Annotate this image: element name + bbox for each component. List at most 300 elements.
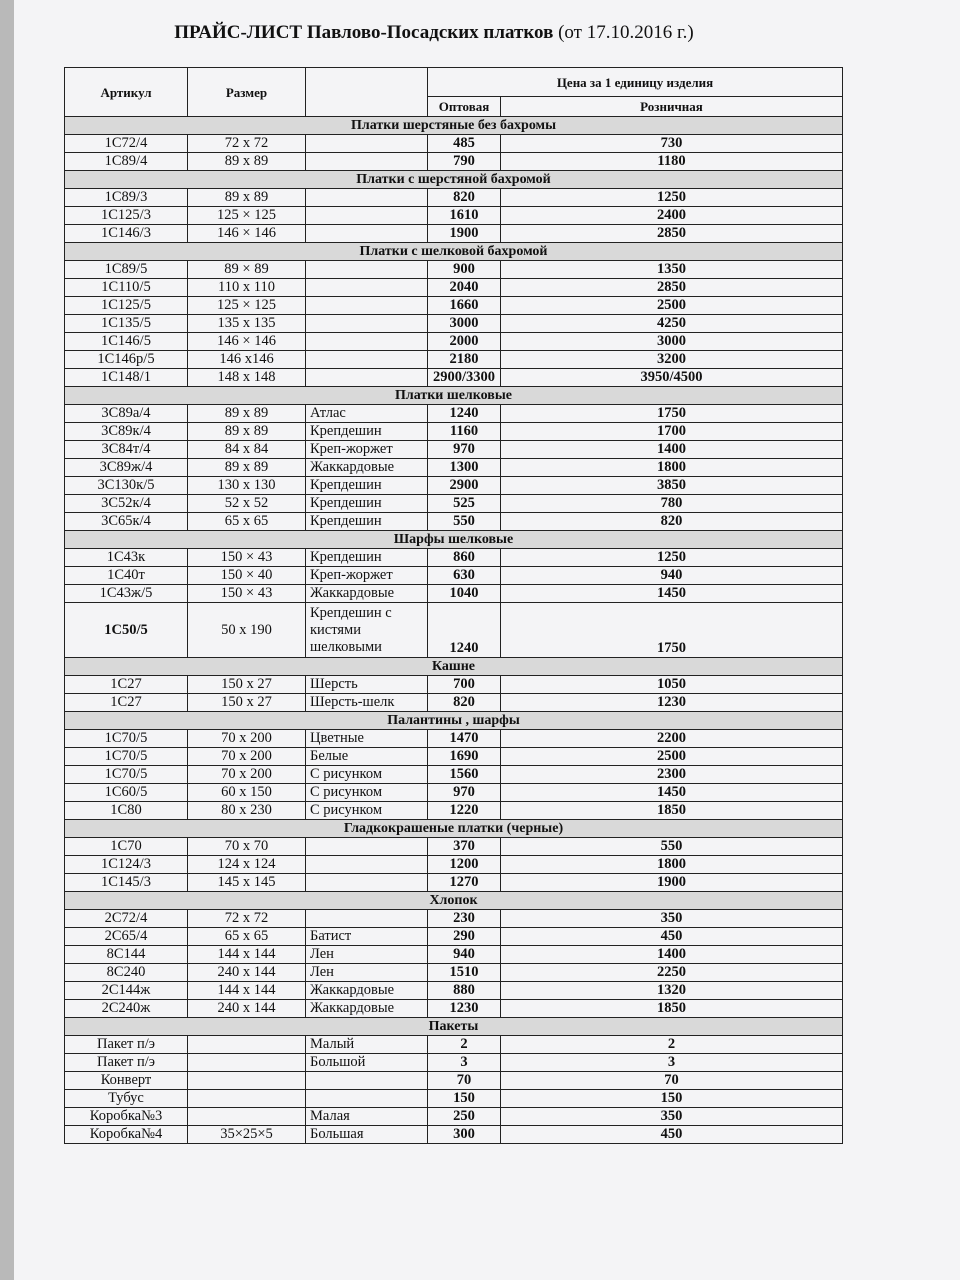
cell-retail-price: 1850	[501, 802, 843, 820]
section-title: Платки с шерстяной бахромой	[65, 171, 843, 189]
cell-description: С рисунком	[306, 784, 428, 802]
table-row	[65, 549, 843, 567]
cell-retail-price: 1800	[501, 856, 843, 874]
cell-retail-price: 1320	[501, 982, 843, 1000]
cell-retail-price: 2300	[501, 766, 843, 784]
cell-wholesale-price: 525	[428, 495, 501, 513]
table-row	[65, 423, 843, 441]
header-wholesale: Оптовая	[428, 97, 501, 117]
cell-size: 72 х 72	[188, 910, 306, 928]
cell-retail-price: 1750	[501, 603, 843, 658]
cell-wholesale-price: 290	[428, 928, 501, 946]
cell-article: 1С146р/5	[65, 351, 188, 369]
cell-wholesale-price: 370	[428, 838, 501, 856]
cell-size: 240 х 144	[188, 1000, 306, 1018]
table-row	[65, 333, 843, 351]
cell-wholesale-price: 485	[428, 135, 501, 153]
cell-retail-price: 1250	[501, 189, 843, 207]
cell-retail-price: 1850	[501, 1000, 843, 1018]
cell-description: Шерсть-шелк	[306, 694, 428, 712]
cell-wholesale-price: 3000	[428, 315, 501, 333]
cell-description: Крепдешин	[306, 495, 428, 513]
table-row	[65, 153, 843, 171]
cell-size: 150 х 27	[188, 676, 306, 694]
cell-size: 144 х 144	[188, 982, 306, 1000]
cell-description	[306, 856, 428, 874]
cell-size: 240 х 144	[188, 964, 306, 982]
cell-size: 89 × 89	[188, 261, 306, 279]
section-title: Палантины , шарфы	[65, 712, 843, 730]
cell-size: 89 х 89	[188, 189, 306, 207]
cell-wholesale-price: 1270	[428, 874, 501, 892]
cell-wholesale-price: 2040	[428, 279, 501, 297]
cell-wholesale-price: 550	[428, 513, 501, 531]
section-header-row	[65, 117, 843, 135]
table-row	[65, 1126, 843, 1144]
cell-retail-price: 1900	[501, 874, 843, 892]
title-main: ПРАЙС-ЛИСТ Павлово-Посадских платков	[174, 22, 554, 43]
cell-retail-price: 1450	[501, 585, 843, 603]
cell-retail-price: 1250	[501, 549, 843, 567]
cell-article: 8С144	[65, 946, 188, 964]
cell-article: 1С125/5	[65, 297, 188, 315]
cell-description	[306, 1090, 428, 1108]
cell-article: 1С145/3	[65, 874, 188, 892]
table-row	[65, 784, 843, 802]
table-row	[65, 477, 843, 495]
cell-article: 1С72/4	[65, 135, 188, 153]
cell-size: 124 х 124	[188, 856, 306, 874]
cell-description	[306, 1072, 428, 1090]
cell-article: 1С43ж/5	[65, 585, 188, 603]
section-title: Платки шерстяные без бахромы	[65, 117, 843, 135]
cell-article: 8С240	[65, 964, 188, 982]
section-header-row	[65, 820, 843, 838]
cell-retail-price: 1400	[501, 441, 843, 459]
cell-retail-price: 1450	[501, 784, 843, 802]
cell-article: 2С240ж	[65, 1000, 188, 1018]
cell-size: 60 х 150	[188, 784, 306, 802]
cell-size: 52 х 52	[188, 495, 306, 513]
table-row	[65, 694, 843, 712]
cell-description: Батист	[306, 928, 428, 946]
table-row	[65, 135, 843, 153]
cell-retail-price: 2500	[501, 748, 843, 766]
cell-size: 148 х 148	[188, 369, 306, 387]
cell-retail-price: 3000	[501, 333, 843, 351]
table-row	[65, 946, 843, 964]
table-row	[65, 748, 843, 766]
cell-wholesale-price: 2	[428, 1036, 501, 1054]
cell-article: 1С148/1	[65, 369, 188, 387]
cell-retail-price: 1350	[501, 261, 843, 279]
cell-article: 1С135/5	[65, 315, 188, 333]
cell-retail-price: 2	[501, 1036, 843, 1054]
table-row	[65, 315, 843, 333]
cell-wholesale-price: 3	[428, 1054, 501, 1072]
cell-retail-price: 3950/4500	[501, 369, 843, 387]
cell-size: 150 × 43	[188, 549, 306, 567]
cell-description: Жаккардовые	[306, 1000, 428, 1018]
cell-description: Цветные	[306, 730, 428, 748]
cell-article: Коробка№4	[65, 1126, 188, 1144]
cell-description: Атлас	[306, 405, 428, 423]
section-title: Пакеты	[65, 1018, 843, 1036]
cell-article: 1С70/5	[65, 766, 188, 784]
cell-size: 135 х 135	[188, 315, 306, 333]
cell-article: 1С110/5	[65, 279, 188, 297]
cell-article: 1С146/3	[65, 225, 188, 243]
cell-wholesale-price: 70	[428, 1072, 501, 1090]
cell-retail-price: 3200	[501, 351, 843, 369]
cell-retail-price: 350	[501, 910, 843, 928]
cell-description	[306, 261, 428, 279]
cell-article: Пакет п/э	[65, 1036, 188, 1054]
cell-wholesale-price: 790	[428, 153, 501, 171]
cell-description	[306, 838, 428, 856]
section-header-row	[65, 712, 843, 730]
table-row	[65, 567, 843, 585]
cell-wholesale-price: 1300	[428, 459, 501, 477]
cell-wholesale-price: 1200	[428, 856, 501, 874]
cell-retail-price: 3	[501, 1054, 843, 1072]
cell-description	[306, 910, 428, 928]
cell-retail-price: 2850	[501, 225, 843, 243]
cell-retail-price: 2850	[501, 279, 843, 297]
cell-wholesale-price: 150	[428, 1090, 501, 1108]
section-title: Платки с шелковой бахромой	[65, 243, 843, 261]
header-price-group: Цена за 1 единицу изделия	[428, 68, 843, 97]
cell-description	[306, 207, 428, 225]
cell-wholesale-price: 230	[428, 910, 501, 928]
cell-article: 1С27	[65, 694, 188, 712]
cell-description	[306, 315, 428, 333]
section-title: Платки шелковые	[65, 387, 843, 405]
cell-wholesale-price: 1610	[428, 207, 501, 225]
cell-retail-price: 350	[501, 1108, 843, 1126]
cell-size: 70 х 200	[188, 748, 306, 766]
cell-description: Крепдешин	[306, 513, 428, 531]
cell-wholesale-price: 860	[428, 549, 501, 567]
table-row	[65, 874, 843, 892]
cell-size: 89 х 89	[188, 405, 306, 423]
cell-description: Крепдешин	[306, 423, 428, 441]
section-title: Кашне	[65, 658, 843, 676]
cell-wholesale-price: 1690	[428, 748, 501, 766]
cell-article: 3С52к/4	[65, 495, 188, 513]
section-header-row	[65, 171, 843, 189]
table-row	[65, 405, 843, 423]
cell-description: Жаккардовые	[306, 459, 428, 477]
section-header-row	[65, 892, 843, 910]
cell-wholesale-price: 1240	[428, 603, 501, 658]
paper-sheet	[14, 0, 960, 1280]
cell-description: С рисунком	[306, 802, 428, 820]
cell-wholesale-price: 1510	[428, 964, 501, 982]
table-row	[65, 279, 843, 297]
cell-wholesale-price: 2900/3300	[428, 369, 501, 387]
cell-article: 3С89а/4	[65, 405, 188, 423]
table-row	[65, 856, 843, 874]
table-row	[65, 676, 843, 694]
cell-description: Креп-жоржет	[306, 567, 428, 585]
cell-size: 72 х 72	[188, 135, 306, 153]
cell-article: 1С146/5	[65, 333, 188, 351]
section-header-row	[65, 658, 843, 676]
title-date: (от 17.10.2016 г.)	[558, 22, 694, 43]
price-table	[64, 67, 843, 1144]
section-title: Гладкокрашеные платки (черные)	[65, 820, 843, 838]
cell-wholesale-price: 970	[428, 784, 501, 802]
table-row	[65, 1090, 843, 1108]
cell-size	[188, 1054, 306, 1072]
cell-article: 1С125/3	[65, 207, 188, 225]
cell-size: 65 х 65	[188, 513, 306, 531]
cell-description: Шерсть	[306, 676, 428, 694]
cell-size: 65 х 65	[188, 928, 306, 946]
cell-size: 89 х 89	[188, 153, 306, 171]
cell-article: 2С65/4	[65, 928, 188, 946]
cell-retail-price: 1230	[501, 694, 843, 712]
table-row	[65, 802, 843, 820]
cell-size	[188, 1108, 306, 1126]
cell-description: Крепдешин	[306, 477, 428, 495]
cell-wholesale-price: 1160	[428, 423, 501, 441]
cell-retail-price: 820	[501, 513, 843, 531]
table-row	[65, 603, 843, 658]
table-row	[65, 910, 843, 928]
cell-wholesale-price: 630	[428, 567, 501, 585]
cell-size: 70 х 200	[188, 766, 306, 784]
cell-retail-price: 3850	[501, 477, 843, 495]
cell-retail-price: 1180	[501, 153, 843, 171]
section-header-row	[65, 531, 843, 549]
cell-size: 144 х 144	[188, 946, 306, 964]
cell-article: 1С60/5	[65, 784, 188, 802]
cell-wholesale-price: 1660	[428, 297, 501, 315]
cell-article: 1С70/5	[65, 748, 188, 766]
cell-retail-price: 2500	[501, 297, 843, 315]
table-row	[65, 964, 843, 982]
cell-retail-price: 780	[501, 495, 843, 513]
cell-article: 3С89к/4	[65, 423, 188, 441]
table-row	[65, 189, 843, 207]
cell-article: 1С80	[65, 802, 188, 820]
cell-article: 2С72/4	[65, 910, 188, 928]
cell-description: Большой	[306, 1054, 428, 1072]
section-title: Хлопок	[65, 892, 843, 910]
cell-article: 1С43к	[65, 549, 188, 567]
cell-retail-price: 450	[501, 928, 843, 946]
cell-size	[188, 1036, 306, 1054]
table-row	[65, 351, 843, 369]
table-row	[65, 766, 843, 784]
cell-article: 3С130к/5	[65, 477, 188, 495]
cell-description	[306, 279, 428, 297]
cell-article: Тубус	[65, 1090, 188, 1108]
table-row	[65, 513, 843, 531]
cell-size: 110 х 110	[188, 279, 306, 297]
cell-size: 80 х 230	[188, 802, 306, 820]
page-title	[14, 22, 854, 44]
cell-retail-price: 550	[501, 838, 843, 856]
cell-description: Малая	[306, 1108, 428, 1126]
cell-wholesale-price: 940	[428, 946, 501, 964]
cell-wholesale-price: 1900	[428, 225, 501, 243]
cell-article: 3С84т/4	[65, 441, 188, 459]
cell-article: 1С27	[65, 676, 188, 694]
table-row	[65, 1054, 843, 1072]
cell-description	[306, 135, 428, 153]
cell-article: 1С40т	[65, 567, 188, 585]
cell-size	[188, 1090, 306, 1108]
cell-description	[306, 351, 428, 369]
cell-retail-price: 150	[501, 1090, 843, 1108]
cell-retail-price: 940	[501, 567, 843, 585]
cell-description: Большая	[306, 1126, 428, 1144]
cell-article: 1С70/5	[65, 730, 188, 748]
cell-description: Креп-жоржет	[306, 441, 428, 459]
cell-size: 35×25×5	[188, 1126, 306, 1144]
cell-wholesale-price: 1240	[428, 405, 501, 423]
cell-retail-price: 1750	[501, 405, 843, 423]
cell-size: 150 х 27	[188, 694, 306, 712]
table-row	[65, 585, 843, 603]
table-row	[65, 1072, 843, 1090]
cell-wholesale-price: 1230	[428, 1000, 501, 1018]
cell-retail-price: 2200	[501, 730, 843, 748]
section-header-row	[65, 243, 843, 261]
section-header-row	[65, 387, 843, 405]
cell-retail-price: 1700	[501, 423, 843, 441]
cell-size	[188, 1072, 306, 1090]
table-row	[65, 207, 843, 225]
cell-size: 125 × 125	[188, 207, 306, 225]
cell-size: 146 × 146	[188, 333, 306, 351]
cell-size: 70 х 70	[188, 838, 306, 856]
cell-article: Коробка№3	[65, 1108, 188, 1126]
table-row	[65, 1036, 843, 1054]
cell-wholesale-price: 820	[428, 189, 501, 207]
cell-size: 125 × 125	[188, 297, 306, 315]
cell-retail-price: 70	[501, 1072, 843, 1090]
cell-size: 84 х 84	[188, 441, 306, 459]
table-row	[65, 928, 843, 946]
cell-size: 89 х 89	[188, 459, 306, 477]
cell-description: Лен	[306, 946, 428, 964]
header-description	[306, 68, 428, 117]
cell-size: 50 х 190	[188, 603, 306, 658]
cell-description	[306, 189, 428, 207]
cell-retail-price: 730	[501, 135, 843, 153]
cell-retail-price: 1050	[501, 676, 843, 694]
table-row	[65, 1000, 843, 1018]
cell-wholesale-price: 820	[428, 694, 501, 712]
cell-wholesale-price: 1040	[428, 585, 501, 603]
cell-size: 146 × 146	[188, 225, 306, 243]
cell-wholesale-price: 1470	[428, 730, 501, 748]
cell-article: 1С70	[65, 838, 188, 856]
table-row	[65, 297, 843, 315]
cell-description	[306, 297, 428, 315]
cell-article: 1С124/3	[65, 856, 188, 874]
cell-wholesale-price: 970	[428, 441, 501, 459]
cell-wholesale-price: 900	[428, 261, 501, 279]
cell-description	[306, 153, 428, 171]
cell-retail-price: 1400	[501, 946, 843, 964]
cell-retail-price: 1800	[501, 459, 843, 477]
cell-retail-price: 450	[501, 1126, 843, 1144]
cell-retail-price: 4250	[501, 315, 843, 333]
section-header-row	[65, 1018, 843, 1036]
cell-description	[306, 874, 428, 892]
cell-description: Крепдешин с кистями шелковыми	[306, 603, 428, 658]
header-retail: Розничная	[501, 97, 843, 117]
cell-article: Пакет п/э	[65, 1054, 188, 1072]
cell-article: 1С50/5	[65, 603, 188, 658]
cell-description: Жаккардовые	[306, 585, 428, 603]
table-row	[65, 459, 843, 477]
price-table-body	[65, 117, 843, 1144]
section-title: Шарфы шелковые	[65, 531, 843, 549]
table-row	[65, 730, 843, 748]
table-row	[65, 261, 843, 279]
cell-size: 145 х 145	[188, 874, 306, 892]
cell-wholesale-price: 880	[428, 982, 501, 1000]
cell-description: С рисунком	[306, 766, 428, 784]
cell-retail-price: 2400	[501, 207, 843, 225]
table-row	[65, 838, 843, 856]
table-row	[65, 441, 843, 459]
table-row	[65, 369, 843, 387]
cell-description	[306, 225, 428, 243]
cell-article: 1С89/3	[65, 189, 188, 207]
cell-article: 1С89/5	[65, 261, 188, 279]
table-row	[65, 225, 843, 243]
cell-article: 3С89ж/4	[65, 459, 188, 477]
cell-wholesale-price: 1220	[428, 802, 501, 820]
cell-description: Малый	[306, 1036, 428, 1054]
cell-wholesale-price: 250	[428, 1108, 501, 1126]
header-article: Артикул	[65, 68, 188, 117]
cell-description: Крепдешин	[306, 549, 428, 567]
cell-size: 130 х 130	[188, 477, 306, 495]
cell-description	[306, 369, 428, 387]
cell-description: Лен	[306, 964, 428, 982]
cell-article: 3С65к/4	[65, 513, 188, 531]
cell-wholesale-price: 2000	[428, 333, 501, 351]
cell-size: 150 × 43	[188, 585, 306, 603]
cell-size: 146 х146	[188, 351, 306, 369]
cell-article: 2С144ж	[65, 982, 188, 1000]
cell-retail-price: 2250	[501, 964, 843, 982]
table-row	[65, 495, 843, 513]
cell-wholesale-price: 1560	[428, 766, 501, 784]
table-row	[65, 1108, 843, 1126]
cell-article: 1С89/4	[65, 153, 188, 171]
cell-description: Белые	[306, 748, 428, 766]
cell-article: Конверт	[65, 1072, 188, 1090]
cell-wholesale-price: 300	[428, 1126, 501, 1144]
cell-wholesale-price: 2900	[428, 477, 501, 495]
cell-size: 89 х 89	[188, 423, 306, 441]
cell-size: 70 х 200	[188, 730, 306, 748]
header-size: Размер	[188, 68, 306, 117]
cell-wholesale-price: 700	[428, 676, 501, 694]
cell-description: Жаккардовые	[306, 982, 428, 1000]
table-row	[65, 982, 843, 1000]
cell-description	[306, 333, 428, 351]
